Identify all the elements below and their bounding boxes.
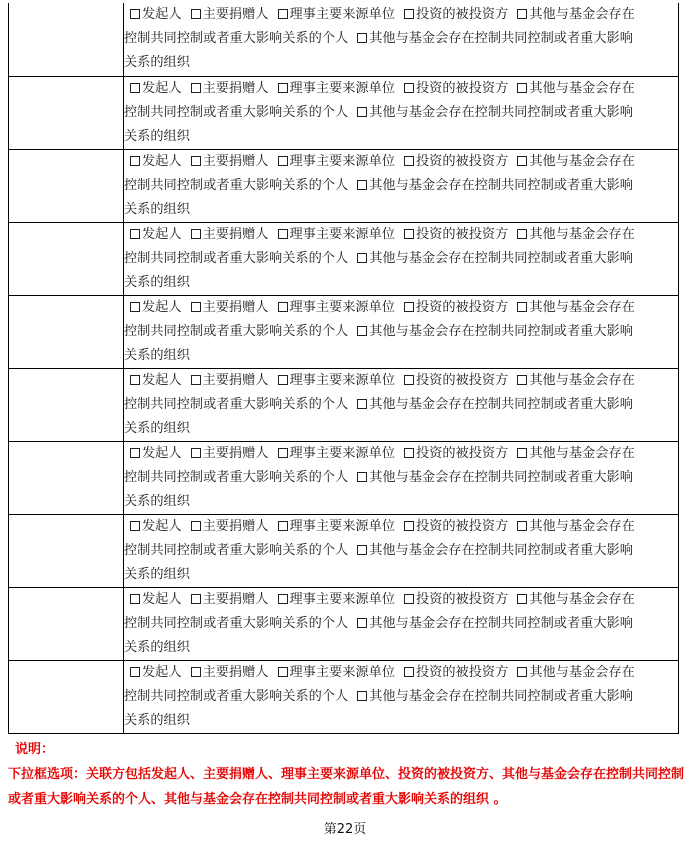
option-major-donor[interactable]: 主要捐赠人: [191, 77, 269, 101]
checkbox[interactable]: [357, 326, 367, 336]
checkbox[interactable]: [517, 83, 527, 93]
option-investee[interactable]: 投资的被投资方: [404, 369, 508, 393]
option-related-organization-cont[interactable]: 关系的组织: [124, 202, 190, 218]
checkbox[interactable]: [404, 667, 414, 677]
option-major-donor[interactable]: 主要捐赠人: [191, 296, 269, 320]
option-related-organization-cont[interactable]: 关系的组织: [124, 129, 190, 145]
option-investee[interactable]: 投资的被投资方: [404, 150, 508, 174]
option-major-donor[interactable]: 主要捐赠人: [191, 515, 269, 539]
option-related-individual[interactable]: 其他与基金会存在: [517, 369, 635, 393]
option-related-organization-cont[interactable]: 关系的组织: [124, 567, 190, 583]
option-founder[interactable]: 发起人: [130, 442, 182, 466]
related-party-name-cell[interactable]: [9, 3, 124, 76]
checkbox[interactable]: [191, 156, 201, 166]
option-related-individual-cont[interactable]: 控制共同控制或者重大影响关系的个人: [124, 470, 349, 486]
checkbox[interactable]: [191, 229, 201, 239]
option-founder[interactable]: 发起人: [130, 77, 182, 101]
related-party-name-cell[interactable]: [9, 296, 124, 368]
checkbox[interactable]: [357, 618, 367, 628]
table-row: [9, 295, 678, 368]
option-related-organization-cont[interactable]: 关系的组织: [124, 421, 190, 437]
option-funding-source[interactable]: 理事主要来源单位: [278, 77, 396, 101]
option-related-individual-cont[interactable]: 控制共同控制或者重大影响关系的个人: [124, 105, 349, 121]
checkbox[interactable]: [404, 9, 414, 19]
related-party-table: [8, 3, 679, 734]
checkbox[interactable]: [404, 594, 414, 604]
option-related-organization[interactable]: 其他与基金会存在控制共同控制或者重大影响: [357, 247, 633, 271]
option-related-organization[interactable]: 其他与基金会存在控制共同控制或者重大影响: [357, 685, 633, 709]
option-related-individual-cont[interactable]: 控制共同控制或者重大影响关系的个人: [124, 178, 349, 194]
option-major-donor[interactable]: 主要捐赠人: [191, 369, 269, 393]
option-major-donor[interactable]: 主要捐赠人: [191, 661, 269, 685]
relationship-options-cell: [124, 588, 678, 660]
table-row: [9, 222, 678, 295]
option-related-organization[interactable]: 其他与基金会存在控制共同控制或者重大影响: [357, 539, 633, 563]
option-founder[interactable]: 发起人: [130, 223, 182, 247]
option-major-donor[interactable]: 主要捐赠人: [191, 3, 269, 27]
checkbox[interactable]: [517, 302, 527, 312]
related-party-name-cell[interactable]: [9, 588, 124, 660]
option-funding-source[interactable]: 理事主要来源单位: [278, 442, 396, 466]
option-funding-source[interactable]: 理事主要来源单位: [278, 150, 396, 174]
checkbox[interactable]: [278, 83, 288, 93]
table-row: [9, 368, 678, 441]
checkbox[interactable]: [278, 594, 288, 604]
option-related-individual-cont[interactable]: 控制共同控制或者重大影响关系的个人: [124, 543, 349, 559]
table-row: [9, 149, 678, 222]
option-related-individual[interactable]: 其他与基金会存在: [517, 150, 635, 174]
checkbox[interactable]: [357, 253, 367, 263]
checkbox[interactable]: [357, 691, 367, 701]
checkbox[interactable]: [191, 448, 201, 458]
table-row: [9, 587, 678, 660]
checkbox[interactable]: [517, 156, 527, 166]
related-party-name-cell[interactable]: [9, 661, 124, 733]
related-party-name-cell[interactable]: [9, 223, 124, 295]
checkbox[interactable]: [404, 229, 414, 239]
option-related-organization-cont[interactable]: 关系的组织: [124, 348, 190, 364]
checkbox[interactable]: [191, 83, 201, 93]
option-related-individual-cont[interactable]: 控制共同控制或者重大影响关系的个人: [124, 397, 349, 413]
checkbox[interactable]: [357, 399, 367, 409]
option-related-individual-cont[interactable]: 控制共同控制或者重大影响关系的个人: [124, 324, 349, 340]
table-row: [9, 514, 678, 587]
checkbox[interactable]: [130, 229, 140, 239]
checkbox[interactable]: [130, 521, 140, 531]
checkbox[interactable]: [357, 472, 367, 482]
related-party-name-cell[interactable]: [9, 369, 124, 441]
notes-body: 下拉框选项：关联方包括发起人、主要捐赠人、理事主要来源单位、投资的被投资方、其他与基金会存在控制共同控制或者重大影响关系的个人、其他与基金会存在控制共同控制或者重大影响关系的组织 。: [8, 767, 685, 807]
option-funding-source[interactable]: 理事主要来源单位: [278, 661, 396, 685]
related-party-name-cell[interactable]: [9, 150, 124, 222]
notes-title: 说明：: [15, 742, 55, 757]
table-row: [9, 3, 678, 76]
option-related-individual-cont[interactable]: 控制共同控制或者重大影响关系的个人: [124, 689, 349, 705]
option-related-individual[interactable]: 其他与基金会存在: [517, 661, 635, 685]
option-funding-source[interactable]: 理事主要来源单位: [278, 369, 396, 393]
page-number: 第22页: [323, 822, 367, 837]
checkbox[interactable]: [404, 448, 414, 458]
related-party-name-cell[interactable]: [9, 515, 124, 587]
option-related-individual[interactable]: 其他与基金会存在: [517, 442, 635, 466]
option-investee[interactable]: 投资的被投资方: [404, 3, 508, 27]
option-funding-source[interactable]: 理事主要来源单位: [278, 296, 396, 320]
checkbox[interactable]: [517, 667, 527, 677]
option-funding-source[interactable]: 理事主要来源单位: [278, 515, 396, 539]
checkbox[interactable]: [278, 667, 288, 677]
checkbox[interactable]: [404, 83, 414, 93]
option-related-organization-cont[interactable]: 关系的组织: [124, 494, 190, 510]
checkbox[interactable]: [130, 448, 140, 458]
checkbox[interactable]: [191, 521, 201, 531]
checkbox[interactable]: [191, 375, 201, 385]
option-major-donor[interactable]: 主要捐赠人: [191, 150, 269, 174]
option-related-organization[interactable]: 其他与基金会存在控制共同控制或者重大影响: [357, 466, 633, 490]
table-row: [9, 660, 678, 733]
checkbox[interactable]: [130, 9, 140, 19]
notes-section: [8, 737, 684, 812]
option-funding-source[interactable]: 理事主要来源单位: [278, 3, 396, 27]
option-founder[interactable]: 发起人: [130, 296, 182, 320]
checkbox[interactable]: [278, 9, 288, 19]
option-related-individual[interactable]: 其他与基金会存在: [517, 296, 635, 320]
option-major-donor[interactable]: 主要捐赠人: [191, 223, 269, 247]
relationship-options-cell: [124, 77, 678, 149]
option-related-organization[interactable]: 其他与基金会存在控制共同控制或者重大影响: [357, 27, 633, 51]
option-funding-source[interactable]: 理事主要来源单位: [278, 588, 396, 612]
checkbox[interactable]: [191, 302, 201, 312]
relationship-options-cell: [124, 515, 678, 587]
relationship-options-cell: [124, 661, 678, 733]
option-investee[interactable]: 投资的被投资方: [404, 442, 508, 466]
relationship-options-cell: [124, 150, 678, 222]
checkbox[interactable]: [517, 521, 527, 531]
option-related-individual[interactable]: 其他与基金会存在: [517, 77, 635, 101]
checkbox[interactable]: [357, 107, 367, 117]
option-founder[interactable]: 发起人: [130, 369, 182, 393]
option-related-individual[interactable]: 其他与基金会存在: [517, 588, 635, 612]
checkbox[interactable]: [191, 9, 201, 19]
option-related-individual-cont[interactable]: 控制共同控制或者重大影响关系的个人: [124, 251, 349, 267]
checkbox[interactable]: [517, 594, 527, 604]
option-related-individual-cont[interactable]: 控制共同控制或者重大影响关系的个人: [124, 616, 349, 632]
option-related-organization[interactable]: 其他与基金会存在控制共同控制或者重大影响: [357, 174, 633, 198]
option-investee[interactable]: 投资的被投资方: [404, 296, 508, 320]
checkbox[interactable]: [130, 594, 140, 604]
checkbox[interactable]: [130, 667, 140, 677]
option-major-donor[interactable]: 主要捐赠人: [191, 588, 269, 612]
option-related-organization[interactable]: 其他与基金会存在控制共同控制或者重大影响: [357, 320, 633, 344]
checkbox[interactable]: [278, 448, 288, 458]
checkbox[interactable]: [404, 375, 414, 385]
option-investee[interactable]: 投资的被投资方: [404, 77, 508, 101]
related-party-name-cell[interactable]: [9, 442, 124, 514]
checkbox[interactable]: [517, 229, 527, 239]
option-related-organization-cont[interactable]: 关系的组织: [124, 640, 190, 656]
checkbox[interactable]: [278, 302, 288, 312]
checkbox[interactable]: [130, 375, 140, 385]
checkbox[interactable]: [404, 156, 414, 166]
option-investee[interactable]: 投资的被投资方: [404, 588, 508, 612]
option-investee[interactable]: 投资的被投资方: [404, 515, 508, 539]
option-related-organization-cont[interactable]: 关系的组织: [124, 55, 190, 71]
checkbox[interactable]: [278, 229, 288, 239]
relationship-options-cell: [124, 296, 678, 368]
checkbox[interactable]: [404, 521, 414, 531]
option-related-individual[interactable]: 其他与基金会存在: [517, 223, 635, 247]
option-investee[interactable]: 投资的被投资方: [404, 223, 508, 247]
option-related-organization[interactable]: 其他与基金会存在控制共同控制或者重大影响: [357, 393, 633, 417]
checkbox[interactable]: [191, 667, 201, 677]
option-major-donor[interactable]: 主要捐赠人: [191, 442, 269, 466]
option-founder[interactable]: 发起人: [130, 588, 182, 612]
checkbox[interactable]: [278, 521, 288, 531]
option-founder[interactable]: 发起人: [130, 150, 182, 174]
checkbox[interactable]: [278, 156, 288, 166]
checkbox[interactable]: [191, 594, 201, 604]
option-related-individual[interactable]: 其他与基金会存在: [517, 3, 635, 27]
checkbox[interactable]: [130, 156, 140, 166]
option-related-organization[interactable]: 其他与基金会存在控制共同控制或者重大影响: [357, 101, 633, 125]
table-row: [9, 441, 678, 514]
checkbox[interactable]: [517, 375, 527, 385]
relationship-options-cell: [124, 369, 678, 441]
checkbox[interactable]: [517, 448, 527, 458]
relationship-options-cell: [124, 442, 678, 514]
checkbox[interactable]: [404, 302, 414, 312]
option-investee[interactable]: 投资的被投资方: [404, 661, 508, 685]
checkbox[interactable]: [278, 375, 288, 385]
checkbox[interactable]: [130, 302, 140, 312]
option-founder[interactable]: 发起人: [130, 661, 182, 685]
relationship-options-cell: [124, 3, 678, 76]
option-funding-source[interactable]: 理事主要来源单位: [278, 223, 396, 247]
option-related-individual[interactable]: 其他与基金会存在: [517, 515, 635, 539]
relationship-options-cell: [124, 223, 678, 295]
option-related-organization-cont[interactable]: 关系的组织: [124, 275, 190, 291]
checkbox[interactable]: [357, 33, 367, 43]
option-founder[interactable]: 发起人: [130, 515, 182, 539]
checkbox[interactable]: [517, 9, 527, 19]
option-related-organization-cont[interactable]: 关系的组织: [124, 713, 190, 729]
related-party-name-cell[interactable]: [9, 77, 124, 149]
option-related-individual-cont[interactable]: 控制共同控制或者重大影响关系的个人: [124, 31, 349, 47]
checkbox[interactable]: [357, 545, 367, 555]
option-related-organization[interactable]: 其他与基金会存在控制共同控制或者重大影响: [357, 612, 633, 636]
checkbox[interactable]: [130, 83, 140, 93]
table-row: [9, 76, 678, 149]
checkbox[interactable]: [357, 180, 367, 190]
option-founder[interactable]: 发起人: [130, 3, 182, 27]
